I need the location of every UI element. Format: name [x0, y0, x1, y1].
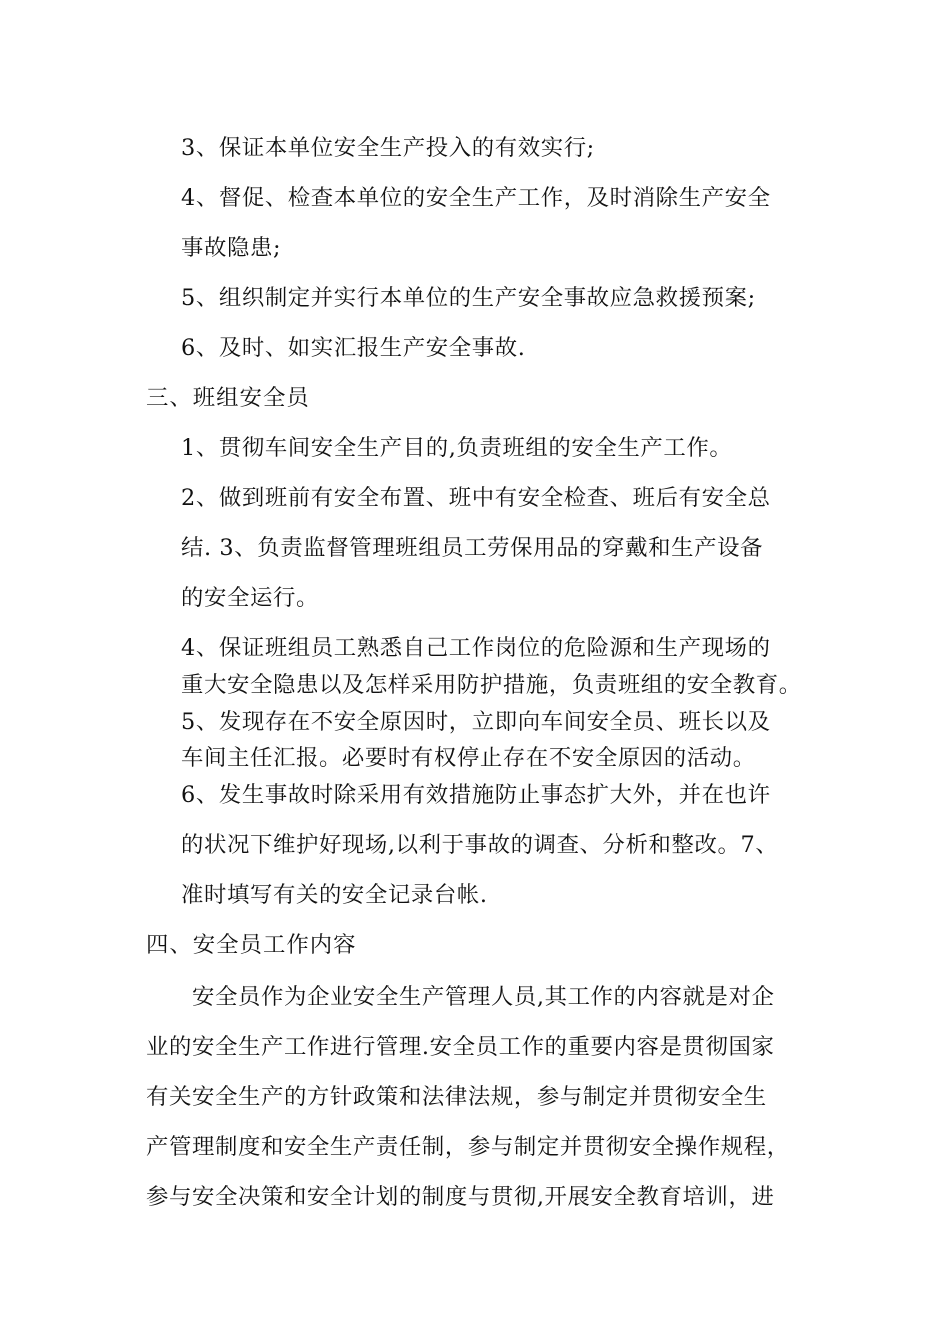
list-item: 的安全运行。	[181, 585, 319, 611]
list-item: 6、发生事故时除采用有效措施防止事态扩大外，并在也许	[181, 782, 771, 808]
list-item: 4、保证班组员工熟悉自己工作岗位的危险源和生产现场的	[181, 635, 771, 661]
paragraph-line: 业的安全生产工作进行管理.安全员工作的重要内容是贯彻国家	[146, 1034, 775, 1060]
list-item: 准时填写有关的安全记录台帐.	[181, 882, 488, 908]
list-item: 的状况下维护好现场,以利于事故的调查、分析和整改。7、	[181, 832, 779, 858]
list-item: 5、组织制定并实行本单位的生产安全事故应急救援预案;	[181, 285, 756, 311]
paragraph-line: 参与安全决策和安全计划的制度与贯彻,开展安全教育培训，进	[146, 1184, 775, 1210]
list-item: 重大安全隐患以及怎样采用防护措施，负责班组的安全教育。	[181, 672, 802, 698]
list-item: 4、督促、检查本单位的安全生产工作，及时消除生产安全	[181, 185, 771, 211]
list-item: 1、贯彻车间安全生产目的,负责班组的安全生产工作。	[181, 435, 733, 461]
list-item: 6、及时、如实汇报生产安全事故.	[181, 335, 526, 361]
list-item: 2、做到班前有安全布置、班中有安全检查、班后有安全总	[181, 485, 771, 511]
list-item: 5、发现存在不安全原因时，立即向车间安全员、班长以及	[181, 709, 771, 735]
paragraph-line: 产管理制度和安全生产责任制，参与制定并贯彻安全操作规程，	[146, 1134, 790, 1160]
section-heading: 三、班组安全员	[146, 385, 310, 411]
section-heading: 四、安全员工作内容	[146, 932, 357, 958]
list-item: 车间主任汇报。必要时有权停止存在不安全原因的活动。	[181, 745, 756, 771]
paragraph-line: 安全员作为企业安全生产管理人员,其工作的内容就是对企	[192, 984, 775, 1010]
list-item: 3、保证本单位安全生产投入的有效实行;	[181, 135, 595, 161]
paragraph-line: 有关安全生产的方针政策和法律法规，参与制定并贯彻安全生	[146, 1084, 767, 1110]
list-item: 事故隐患;	[181, 235, 282, 261]
list-item: 结. 3、负责监督管理班组员工劳保用品的穿戴和生产设备	[181, 535, 764, 561]
